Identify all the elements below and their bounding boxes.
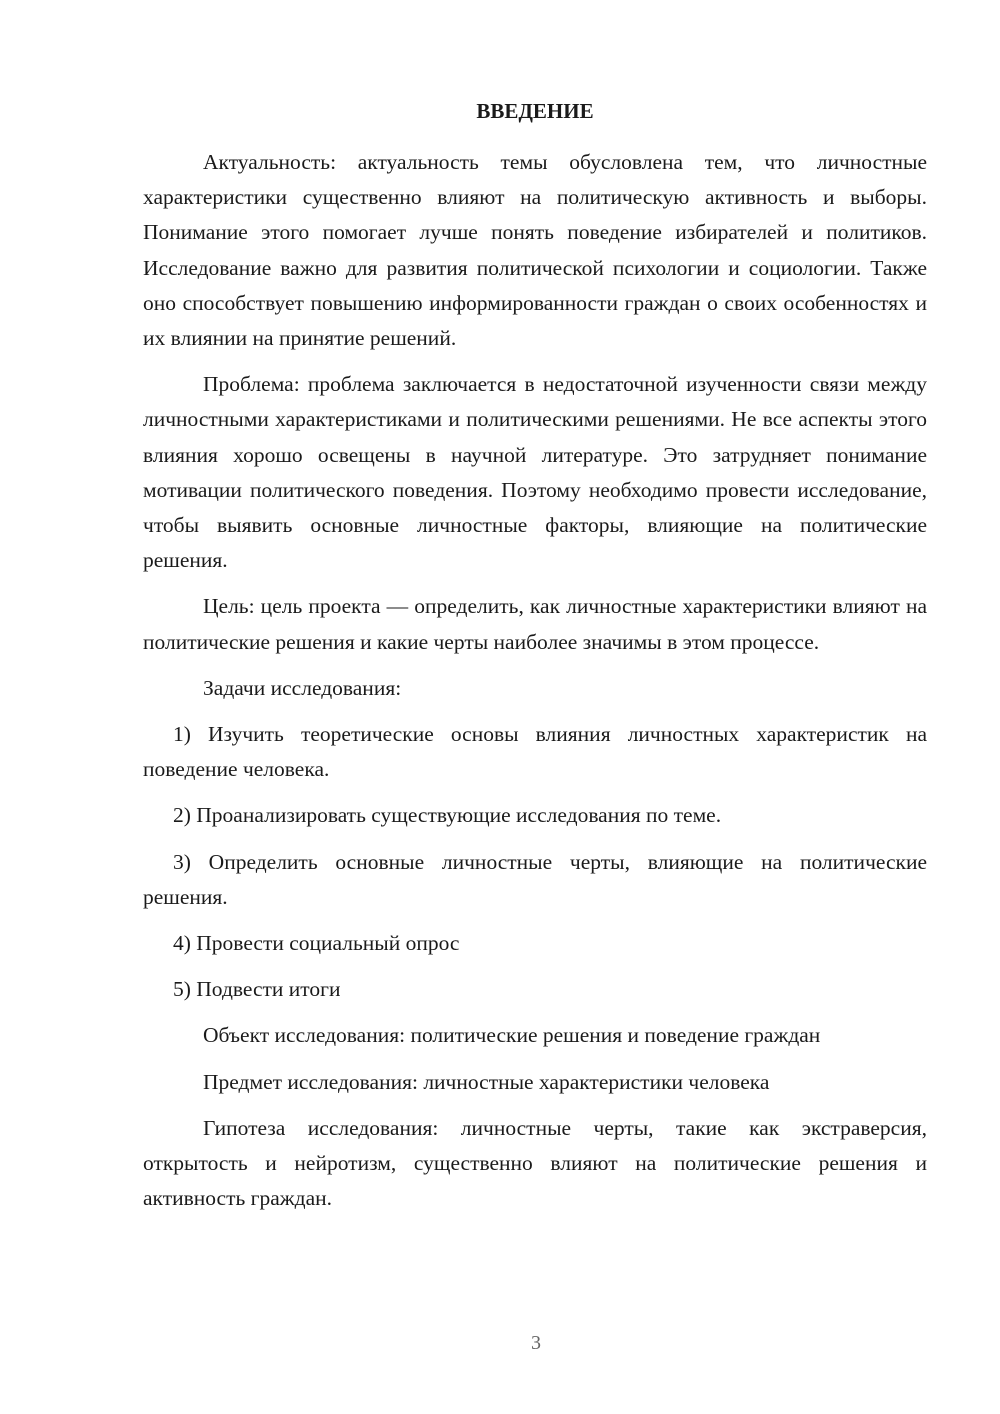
problem-paragraph: Проблема: проблема заключается в недостаточной изученности связи между личностными характеристиками и политическими решениями. Не все аспекты этого влияния хорошо освещены в научной литературе. Это затрудняет понимание мотивации политического поведения. Поэтому необходимо провести исследование, чтобы выявить основные личностные факторы, влияющие на политические решения. — [143, 372, 927, 573]
page-number: 3 — [531, 1332, 541, 1354]
goal-paragraph: Цель: цель проекта — определить, как личностные характеристики влияют на политические решения и какие черты наиболее значимы в этом процессе. — [143, 594, 927, 654]
tasks-heading: Задачи исследования: — [203, 675, 402, 700]
task-item-2: 2) Проанализировать существующие исследования по теме. — [173, 803, 722, 828]
research-subject: Предмет исследования: личностные характеристики человека — [203, 1069, 770, 1094]
task-item-1: 1) Изучить теоретические основы влияния личностных характеристик на поведение человека. — [143, 722, 927, 782]
research-hypothesis: Гипотеза исследования: личностные черты, такие как экстраверсия, открытость и нейротизм, существенно влияют на политические решения и активность граждан. — [143, 1115, 927, 1211]
relevance-paragraph: Актуальность: актуальность темы обусловлена тем, что личностные характеристики существенно влияют на политическую активность и выборы. Понимание этого помогает лучше понять поведение избирателей и политиков. Исследование важно для развития политической психологии и социологии. Также оно способствует повышению информированности граждан о своих особенностях и их влиянии на принятие решений. — [143, 150, 927, 351]
research-object: Объект исследования: политические решения и поведение граждан — [203, 1023, 821, 1048]
document-page — [143, 92, 927, 1227]
task-item-5: 5) Подвести итоги — [173, 977, 341, 1002]
document-title: ВВЕДЕНИЕ — [476, 99, 594, 123]
task-item-4: 4) Провести социальный опрос — [173, 931, 460, 956]
task-item-3: 3) Определить основные личностные черты, влияющие на политические решения. — [143, 849, 927, 909]
